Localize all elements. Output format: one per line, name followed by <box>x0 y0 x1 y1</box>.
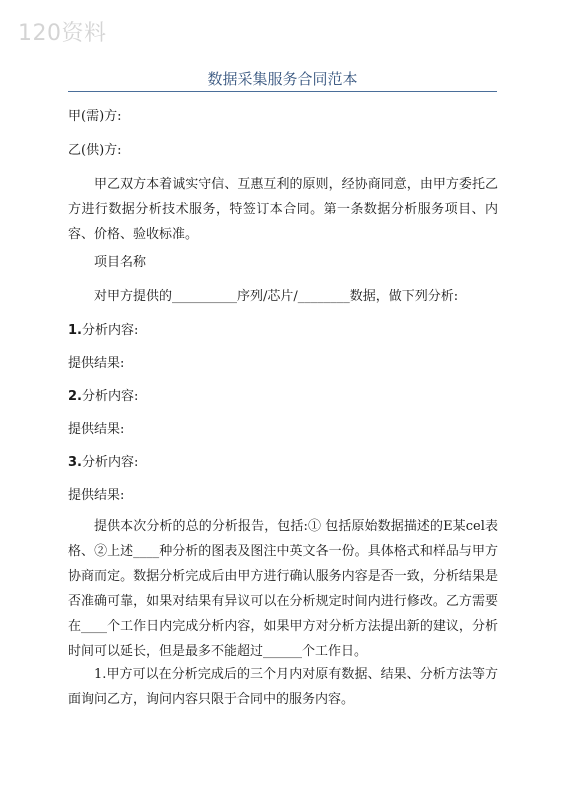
watermark-logo: 120资料 <box>18 21 107 46</box>
item-3-content-label: 分析内容: <box>81 455 139 470</box>
project-name-label: 项目名称 <box>94 255 147 270</box>
report-paragraph: 提供本次分析的总的分析报告，包括:① 包括原始数据描述的E某cel表格、②上述____种分析的图表及图注中英文各一份。具体格式和样品与甲方协商而定。数据分析完成后由甲方进行确认服务内容是否一致，分析结果是否准确可靠，如果对结果有异议可以在分析规定时间内进行修改。乙方需要在____个工作日内完成分析内容，如果甲方对分析方法提出新的建议，分析时间可以延长，但是最多不能超过______个工作日。 <box>68 519 498 659</box>
party-a-label: 甲(需)方: <box>68 109 122 124</box>
item-3-number: 3. <box>68 455 82 470</box>
item-2-result: 提供结果: <box>68 422 125 437</box>
analysis-request-line: 对甲方提供的__________序列/芯片/________数据，做下列分析: <box>94 289 459 304</box>
item-1-content-label: 分析内容: <box>81 323 139 338</box>
party-b-label: 乙(供)方: <box>68 143 122 158</box>
intro-paragraph: 甲乙双方本着诚实守信、互惠互利的原则，经协商同意，由甲方委托乙方进行数据分析技术服务，特签订本合同。第一条数据分析服务项目、内容、价格、验收标准。 <box>68 177 498 242</box>
title-underline <box>68 91 497 92</box>
item-1-content <box>68 318 498 343</box>
item-3-content <box>68 450 498 475</box>
item-2-content <box>68 384 498 409</box>
page-title: 数据采集服务合同范本 <box>207 70 358 88</box>
item-1-number: 1. <box>68 323 82 338</box>
item-1-result: 提供结果: <box>68 356 125 371</box>
item-2-number: 2. <box>68 389 82 404</box>
clause-1-paragraph: 1.甲方可以在分析完成后的三个月内对原有数据、结果、分析方法等方面询问乙方，询问内容只限于合同中的服务内容。 <box>68 667 498 707</box>
item-2-content-label: 分析内容: <box>81 389 139 404</box>
item-3-result: 提供结果: <box>68 488 125 503</box>
